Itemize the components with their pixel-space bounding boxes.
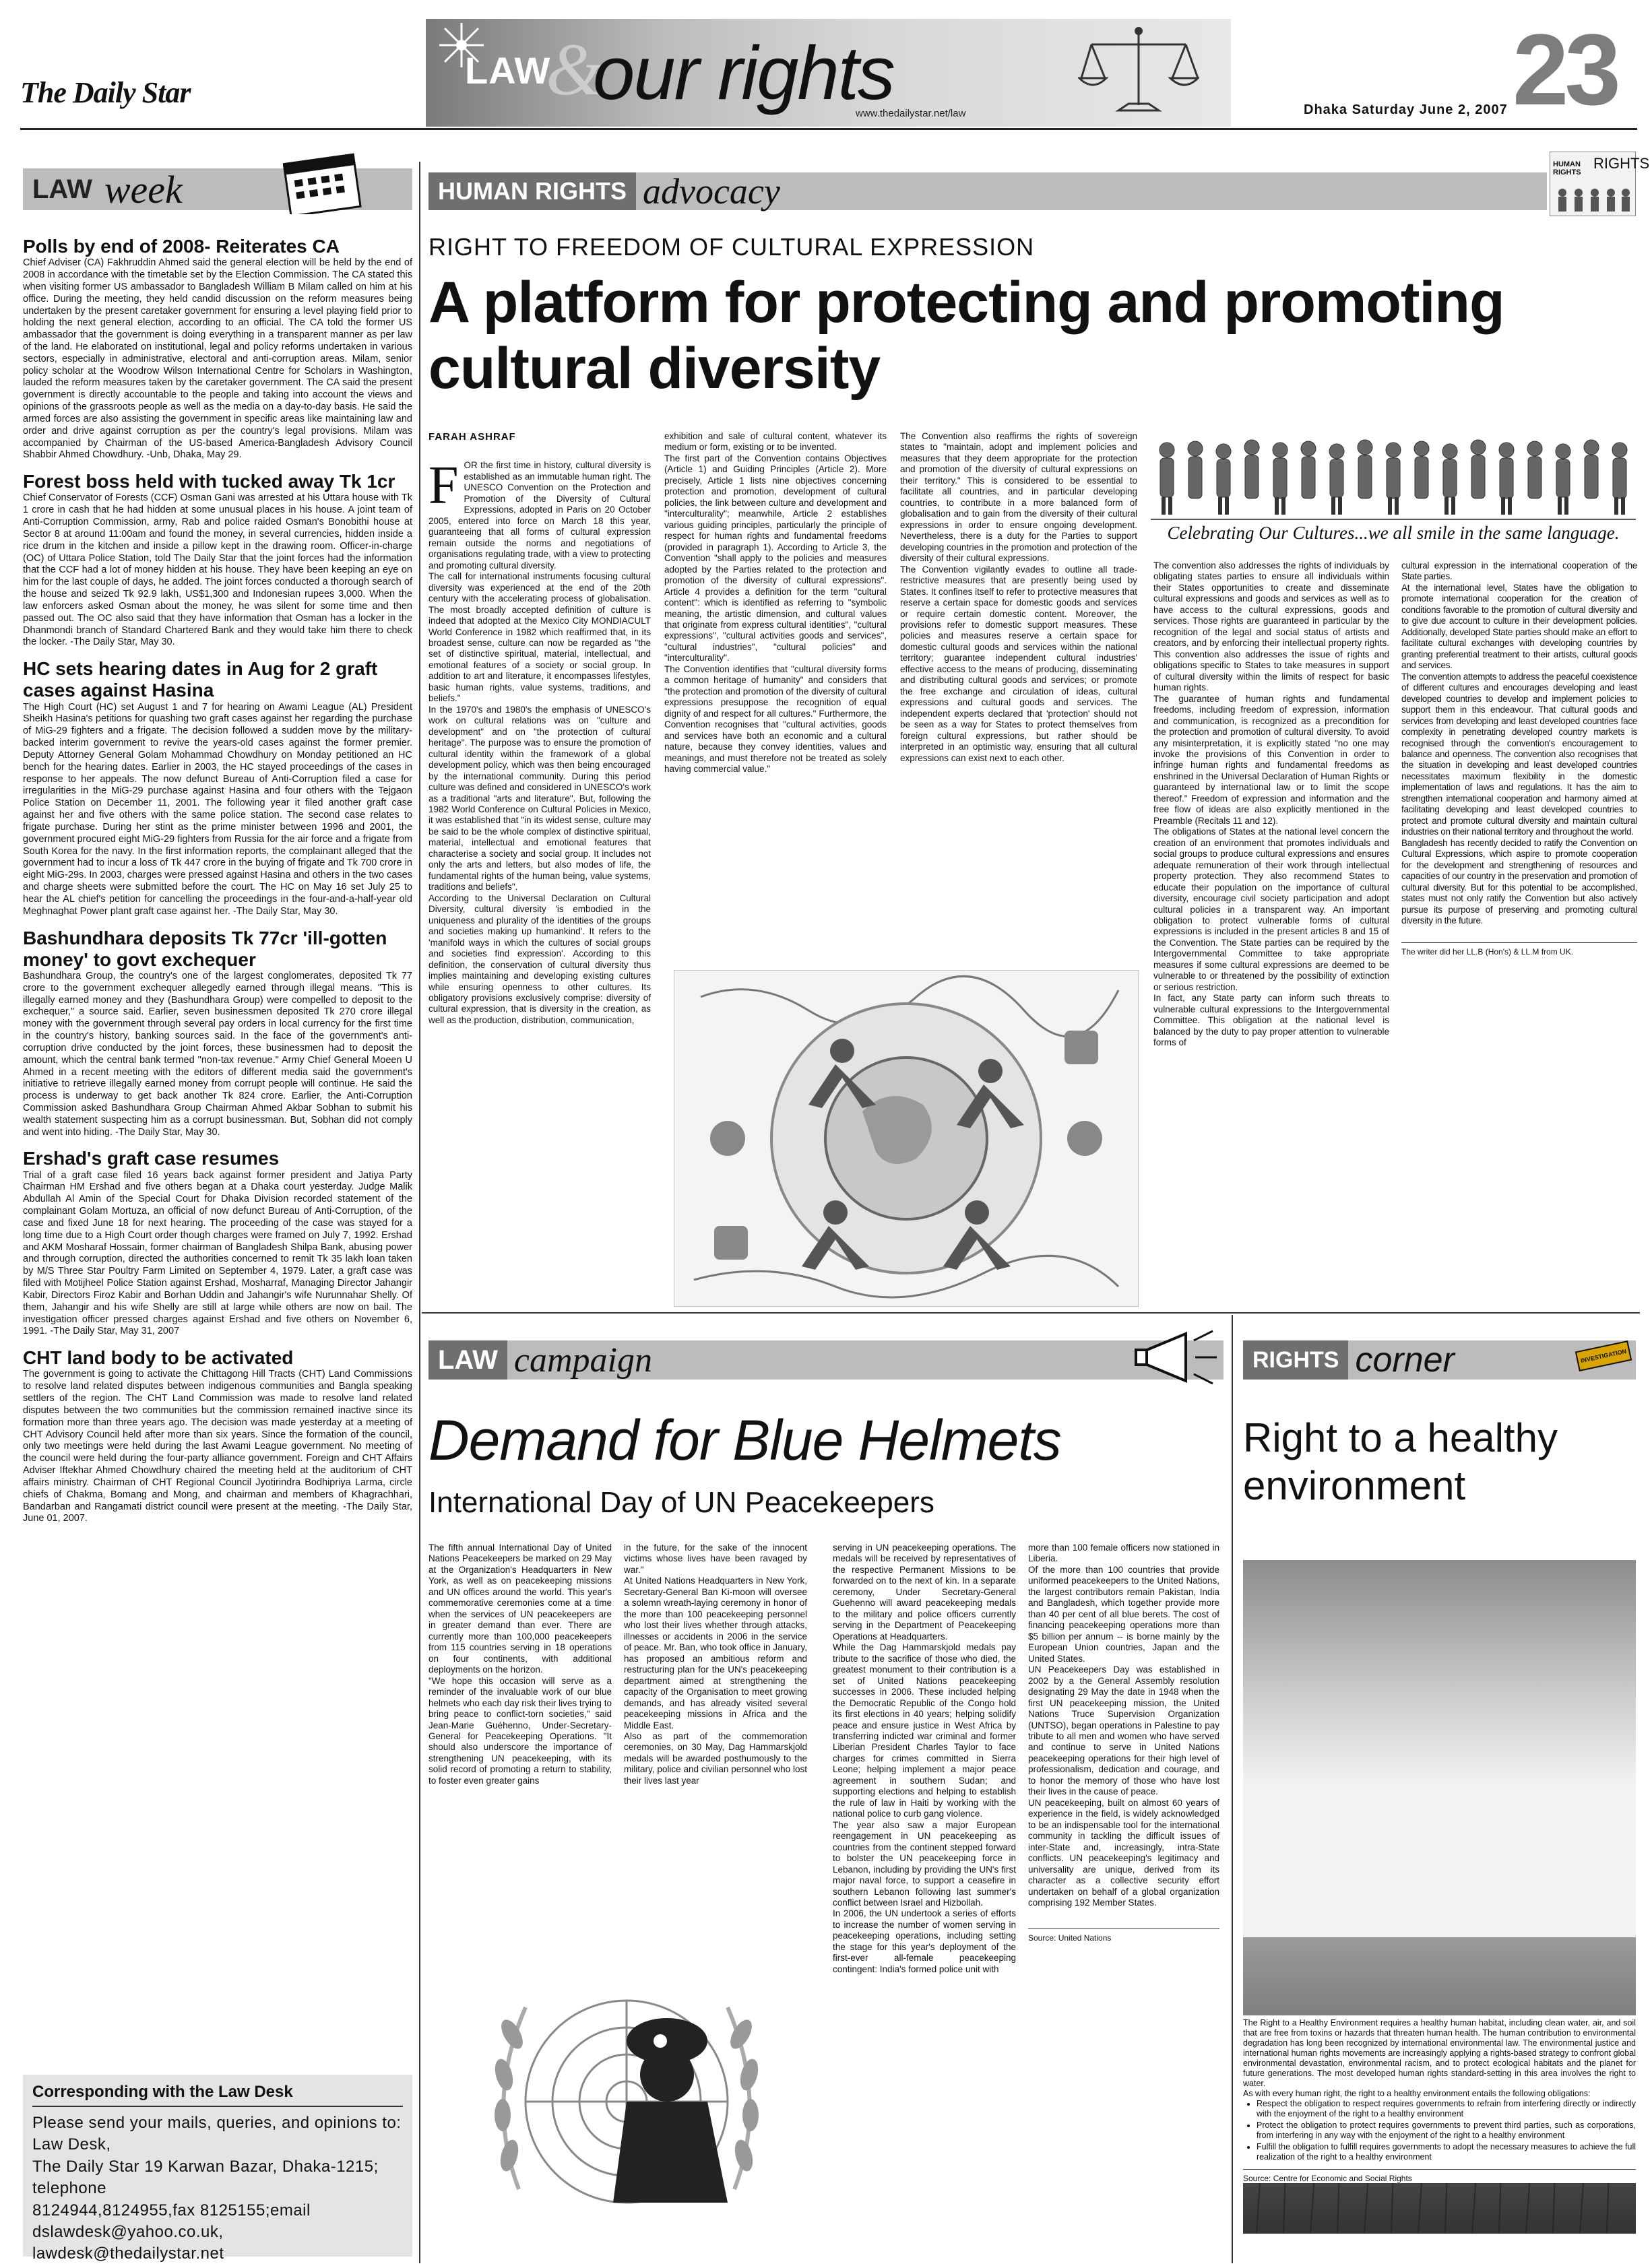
banner-title: our rights — [593, 31, 894, 115]
campaign-column-2: in the future, for the sake of the innocent victims whose lives have been ravaged by war." At United Nations Headquarters in New York, Secretary-General Ban Ki-moon will oversee a solemn wreath-laying ceremony in honor of the more than 100 peacekeeping personnel who lost their lives whether through attacks, illnesses or accidents in 2006 in the service of peace. Mr. Ban, who took office in January, has proposed an ambitious reform and restructuring plan for the UN's peacekeeping department aimed at strengthening the capacity of the Organisation to meet growing demands, and has already visited several peacekeeping missions in Africa and the Middle East. Also as part of the commemoration ceremonies, on 30 May, Dag Hammarskjold medals will be awarded posthumously to the military, police and civilian personnel who lost their lives last year — [624, 1543, 807, 1786]
investigation-badge: INVESTIGATION — [1575, 1340, 1632, 1371]
newspaper-logo: The Daily Star — [20, 76, 191, 109]
obligation-item: • Respect the obligation to respect requires governments to refrain from interfering directly or indirectly with the enjoyment of the right to a healthy environment — [1257, 2099, 1636, 2119]
law-campaign-word: campaign — [513, 1340, 652, 1380]
article-byline: FARAH ASHRAF — [428, 431, 516, 443]
human-rights-word-box — [636, 172, 1547, 210]
law-desk-title: Corresponding with the Law Desk — [32, 2083, 403, 2107]
obligation-item: • Fulfill the obligation to fulfill requires governments to adopt the necessary measures to achieve the full realization of the right to a healthy environment — [1257, 2142, 1636, 2162]
law-desk-email[interactable]: dslawdesk@yahoo.co.uk, lawdesk@thedailystar.net — [32, 2222, 224, 2263]
campaign-column-1: The fifth annual International Day of United Nations Peacekeepers be marked on 29 May at the Organization's Headquarters in New York, as well as on peacekeeping missions and UN offices around the world. This year's commemorative ceremonies come at a time when the services of UN peacekeepers are in greater demand than ever. There are currently more than 100,000 peacekeepers from 115 countries serving in 18 operations on four continents, with additional deployments on the horizon. "We hope this occasion will serve as a reminder of the invaluable work of our blue helmets who each day risk their lives trying to bring peace to conflict-torn societies," said Jean-Marie Guéhenno, Under-Secretary-General for Peacekeeping Operations. "It should also underscore the importance of strengthening UN peacekeeping, with its solid record of promoting a return to stability, to foster even greater gains — [428, 1543, 612, 1786]
human-rights-key: HUMAN RIGHTS — [428, 172, 636, 210]
campaign-source: Source: United Nations — [1028, 1929, 1219, 1943]
campaign-headline: Demand for Blue Helmets — [428, 1408, 1061, 1472]
writer-note: The writer did her LL.B (Hon's) & LL.M from UK. — [1401, 942, 1637, 957]
human-rights-word: advocacy — [642, 171, 780, 212]
column-divider — [1232, 1315, 1233, 2263]
masthead-rule — [20, 128, 1637, 130]
law-week-key: LAW — [23, 168, 102, 210]
article-column-5-wrap — [1401, 560, 1637, 957]
law-week-column — [23, 236, 412, 1525]
law-week-item-title: HC sets hearing dates in Aug for 2 graft cases against Hasina — [23, 658, 378, 701]
law-week-item-body: The government is going to activate the Chittagong Hill Tracts (CHT) Land Commissions to resolve land related disputes between indigenous communities and Bangla speaking settlers of the region. The CHT Land Commission was made to resolve land related disputes between the two communities but the commission remained inactive since its formation more than three years ago. The decision was made yesterday at a meeting of CHT Advisory Council held after more than six years. Since the formation of the council, only two meetings were held during the last Awami League government. No meeting of the council were held during the four-party alliance government. Foreign and CHT Affairs Adviser Iftekhar Ahmed Chowdhury chaired the meeting held at the auditorium of CHT affairs ministry. Chairman of CHT Regional Council Jyotirindra Bodhipriya Larma, circle chiefs of Chakma, Bomang and Mong, and chairman and members of Khagrachhari, Bandarban and Rangamati district council were present at the meeting. -The Daily Star, June 01, 2007. — [23, 1369, 412, 1524]
law-week-word-box — [102, 168, 412, 210]
campaign-column-4: more than 100 female officers now stationed in Liberia. Of the more than 100 countries that provide uniformed peacekeepers to the United Nations, the largest contributors remain Pakistan, India and Bangladesh, which together provide more than 40 per cent of all blue berets. The cost of financing peacekeeping operations more than $5 billion per annum -- is borne mainly by the European Union countries, Japan and the United States. UN Peacekeepers Day was established in 2002 by a the General Assembly resolution designating 29 May the date in 1948 when the first UN peacekeeping mission, the United Nations Truce Supervision Organization (UNTSO), began operations in Palestine to pay tribute to all men and women who have served and continue to serve in United Nations peacekeeping operations for their high level of professionalism, dedication and courage, and to honor the memory of those who have lost their lives in the cause of peace. UN peacekeeping, built on almost 60 years of experience in the field, is widely acknowledged to be an indispensable tool for the international community in tackling the difficult issues of inter-State and, increasingly, intra-State conflicts. UN peacekeeping's legitimacy and universality are unique, derived from its character as a collective security effort undertaken on behalf of a global organization comprising 192 Member States. — [1028, 1543, 1219, 1908]
obligations-list — [1257, 2099, 1636, 2162]
rights-corner-word: corner — [1355, 1340, 1455, 1380]
rights-corner-body-wrap — [1243, 2015, 1636, 2183]
issue-date: Dhaka Saturday June 2, 2007 — [1304, 102, 1508, 117]
law-week-item-body: Bashundhara Group, the country's one of the largest conglomerates, deposited Tk 77 crore to the government exchequer allegedly earned through illegal means. "This is illegally earned money and they (Bashundhara Group) were compelled to deposit to the exchequer," a source said. Earlier, seven businessmen deposited Tk 270 crore illegal money with the government through several pay orders in local currency for the first time in the country's history, banking sources said. In the face of the government's anti-corruption drive conducted by the joint forces, these businessmen had to deposit the amount, which the central bank termed "non-tax revenue." Army Chief General Moeen U Ahmed in a recent meeting with the editors of different media said the government's initiative to retrieve illegally earned money from corrupt people will continue. He said the process is underway to get back another Tk 824 crore. Earlier, the Anti-Corruption Commission asked Bashundhara Group Chairman Ahmed Akbar Sobhan to submit his wealth statement suspecting him as a corrupt businessman. But, Sobhan did not comply and went into hiding. -The Daily Star, May 30. — [23, 970, 412, 1138]
campaign-column-3: serving in UN peacekeeping operations. The medals will be received by representatives of the respective Permanent Missions to be forwarded on to the next of kin. In a separate ceremony, Under Secretary-General Guehenno will award peacekeeping medals to the military and police officers currently serving in the Department of Peacekeeping Operations at Headquarters. While the Dag Hammarskjold medals pay tribute to the sacrifice of those who died, the greatest monument to their contribution is a set of United Nations peacekeeping successes in 2006. These included helping the Democratic Republic of the Congo hold its first elections in 40 years; helping solidify peace and ensure justice in West Africa by transferring indicted war criminal and former Liberian President Charles Taylor to face charges for crimes committed in Sierra Leone; helping implement a major peace agreement in southern Sudan; and supporting elections and helping to establish the rule of law in Haiti by working with the national police to curb gang violence. The year also saw a major European reengagement in UN peacekeeping as countries from the continent stepped forward to bolster the UN peacekeeping force in Lebanon, including by providing the UN's first major naval force, to support a ceasefire in southern Lebanon following last summer's conflict between Israel and Hizbollah. In 2006, the UN undertook a series of efforts to increase the number of women serving in peacekeeping operations, including setting the stage for this year's deployment of the first-ever all-female peacekeeping contingent: India's formed police unit with — [833, 1543, 1016, 1974]
section-divider — [422, 1312, 1640, 1314]
law-campaign-word-box — [507, 1340, 1224, 1380]
article-column-5: cultural expression in the international cooperation of the State parties. At the international level, States have the obligation to promote international cooperation for the creation of conditions favorable to the promotion of cultural diversity and to give due account to culture in their development policies. Additionally, developed State parties should make an effort to facilitate cultural exchanges with developing countries by granting preferential treatment to their artists, cultural goods and services. The convention attempts to address the peaceful coexistence of different cultures and encourages developing and least developed countries to develop and implement policies to support them in this endeavour. That cultural goods and services from developing and least developed countries face complexity in penetrating developed country markets is recognised through the convention's encouragement to balance and openness. The convention also recognises that the situation in developing and least developed countries necessitates maximum flexibility in the domestic implementation of laws and regulations. It has the aim to strengthen international cooperation and harmony aimed at facilitating developing and least developed countries to protect and promote cultural diversity and maintain cultural industries on their national territory and throughout the world. Bangladesh has recently decided to ratify the Convention on Cultural Expressions, which aspire to promote cooperation for the development and strengthening of resources and capacities of our country in the preservation and promotion of cultural diversity. But for this potential to be accomplished, states must not only ratify the Convention but also actively pursue its purpose of preserving and promoting cultural diversity in the future. — [1401, 560, 1637, 926]
law-desk-line: The Daily Star 19 Karwan Bazar, Dhaka-1215; telephone — [32, 2157, 379, 2198]
article-column-4: The convention also addresses the rights of individuals by obligating states parties to ensure all individuals within their States opportunities to create and disseminate cultural expressions and goods and services as well as to have access to the cultural expressions, goods and services. Those rights are guaranteed in particular by the recognition of the legal and social status of artists and creators, and by enforcing their intellectual property rights. This convention also addresses the issue of rights and obligations specific to States to take measures in support of cultural diversity within the limits of respect for basic human rights. The guarantee of human rights and fundamental freedoms, including freedom of expression, information and communication, is recognized as a precondition for the protection and promotion of cultural diversity. To avoid any misinterpretation, it is explicitly stated "no one may invoke the provisions of this Convention in order to infringe human rights and fundamental freedoms as enshrined in the Universal Declaration of Human Rights or guaranteed by international law or to limit the scope thereof." Freedom of expression and information and the free flow of ideas are also explicitly mentioned in the Preamble (Recitals 11 and 12). The obligations of States at the national level concern the creation of an environment that promotes individuals and social groups to produce cultural expressions and ensures adequate remuneration of their work through intellectual property protection. They also recommend States to educate their population on the importance of cultural diversity, encourage civil society participation and adopt cultural policies in a transparent way. An important obligation to protect vulnerable forms of cultural expressions is included in the present articles 8 and 15 of the Convention. The State parties can be required by the Intergovernmental Committee to take appropriate measures if some cultural expressions are deemed to be vulnerable to or threatened by the possibility of extinction or serious restriction. In fact, any State party can inform such threats to vulnerable cultural expressions to the Intergovernmental Committee. This obligation at the national level is balanced by the duty to pay proper attention to vulnerable forms of — [1153, 560, 1389, 1048]
article-kicker: RIGHT TO FREEDOM OF CULTURAL EXPRESSION — [428, 233, 1035, 261]
rights-corner-headline: Right to a healthy environment — [1243, 1415, 1558, 1508]
law-week-item-title: Polls by end of 2008- Reiterates CA — [23, 236, 340, 257]
law-week-item-body: The High Court (HC) set August 1 and 7 for hearing on Awami League (AL) President Sheikh Hasina's petitions for quashing two graft cases against her regarding the purchase of MiG-29 fighters and a frigate. The decision followed a sudden move by the military-backed interim government to revive the years-old cases against the former premier. Deputy Attorney General Golam Mohammad Chowdhury on Monday petitioned an HC bench for the hearing dates. Earlier in 2003, the HC stayed proceedings of the cases in response to her appeals. The now defunct Bureau of Anti-Corruption filed a case for irregularities in the MiG-29 purchase against Hasina and four others with the Tejgaon Police Station on December 11, 2001. The following year it filed another graft case against her and five others with the same police station. The second case relates to frigate purchase. During her stint as the prime minister between 1996 and 2001, the government procured eight MiG-29 fighters from Russia for the air force and a frigate from South Korea for the navy. In the first information reports, the complainant alleged that the government had to incur a loss of Tk 447 crore in the buying of frigate and Tk 700 crore in eight MiG-29s. In 2003, charges were pressed against Hasina and others in the two cases and charge sheets were submitted before the court. The HC on May 16 set July 25 to hear the AL chief's petition for cancelling the proceedings in the four-and-a-half-year old Meghnaghat Power plant graft case against her. -The Daily Star, May 30. — [23, 701, 412, 917]
article-column-1 — [428, 431, 651, 1026]
law-week-item-title: CHT land body to be activated — [23, 1347, 294, 1369]
law-week-item-body: Chief Conservator of Forests (CCF) Osman Gani was arrested at his Uttara house with Tk 1 crore in cash that he had hidden at some unusual places in his house. A joint team of Anti-Corruption Commission, army, Rab and police raided Osman's Bonobithi house at Sector 8 at around 11:00am and found the money, in several currencies, hidden inside a rice drum in the kitchen and inside a pillow kept in the drawing room. Officer-in-charge (OC) of Uttara Police Station, told The Daily Star that the joint forces had the information that the CCF had a lot of money hidden at his house. They have been keeping an eye on him for the last couple of days, he added. The joint forces conducted a thorough search of the house and seized Tk 92.9 lakh, US$1,300 and Indonesian rupees 3,000. When the law enforcers asked Osman about the money, he was silent for some time and then passed out. The OC also said that they have information that Osman has a locker in the Dhanmondi branch of Standard Chartered Bank and they would take him there to check the locker. -The Daily Star, May 30. — [23, 492, 412, 648]
human-rights-logo-label: HUMAN RIGHTS — [1553, 160, 1581, 177]
article-column-1-text: OR the first time in history, cultural diversity is established as an immutable human right. The UNESCO Convention on the Protection and Promotion of the Diversity of Cultural Expressions, adopted in Paris on 20 October 2005, entered into force on March 18 this year, guaranteeing that all forms of cultural expression remain outside the norms and negotiations of organisations regulating trade, with a view to protecting and promoting cultural diversity. The call for international instruments focusing cultural diversity was experienced at the end of the 20th century with the accelerating process of globalisation. The most broadly accepted definition of culture is indeed that adopted at the Mexico City MONDIACULT World Conference in 1982 which reaffirmed that, in its broadest sense, culture can now be regarded as "the set of distinctive spiritual, material, intellectual, and emotional features of a society or social group. In addition to art and literature, it encompasses lifestyles, basic human rights, value systems, traditions, and beliefs." In the 1970's and 1980's the emphasis of UNESCO's work on cultural relations was on "culture and development" and on "the protection of cultural heritage". The purpose was to ensure the promotion of cultural identity within the framework of a global development policy, which was then being encouraged by the international community. During this period culture was defined and considered in UNESCO's work as a traditional "arts and literature". But, following the 1982 World Conference on Cultural Policies in Mexico, it was established that "in its widest sense, culture may be said to be the whole complex of distinctive spiritual, material, intellectual and emotional features that characterise a society and social group. It includes not only the arts and letters, but also modes of life, the fundamental rights of the human being, value systems, traditions and beliefs". According to the Universal Declaration on Cultural Diversity, cultural diversity 'is embodied in the uniqueness and plurality of the identities of the groups and societies making up humankind'. It refers to the 'manifold ways in which the cultures of social groups and societies find expression'. According to this definition, the conservation of cultural diversity thus implies maintaining and developing existing cultures while ensuring openness to other cultures. Its obligatory provisions exclusively comprise: diversity of cultural expression, that is diversity in the creation, as well as the production, distribution, communication, — [428, 460, 651, 1025]
rights-corner-source: Source: Centre for Economic and Social Rights — [1243, 2169, 1636, 2183]
cultural-diversity-illustration — [674, 970, 1139, 1307]
megaphone-icon — [1132, 1320, 1219, 1394]
banner-ampersand: & — [546, 28, 604, 110]
photo-caption: Celebrating Our Cultures...we all smile in the same language. — [1151, 519, 1636, 546]
human-rights-logo — [1550, 152, 1650, 216]
section-url[interactable]: www.thedailystar.net/law — [856, 108, 966, 119]
obligation-item: • Protect the obligation to protect requires governments to prevent third parties, such as corporations, from interfering in any way with the enjoyment of the right to a healthy environment — [1257, 2120, 1636, 2141]
law-campaign-header — [428, 1340, 1224, 1380]
cultures-photo — [1151, 431, 1636, 519]
article-column-text — [428, 449, 651, 1026]
banner-law-label: LAW — [465, 49, 551, 92]
drop-cap: F — [428, 456, 459, 516]
human-rights-header — [428, 172, 1547, 210]
law-campaign-key: LAW — [428, 1340, 507, 1380]
law-desk-line: Please send your mails, queries, and opinions to: Law Desk, — [32, 2114, 402, 2154]
law-week-item-body: Trial of a graft case filed 16 years back against former president and Jatiya Party Chairman HM Ershad and five others began at a Dhaka court yesterday. Judge Malik Abdullah Al Amin of the Special Court for Dhaka Division recorded statement of the complainant Golam Mortuza, an official of now defunct Bureau of Anti-Corruption, of the case and fixed June 18 for next hearing. The proceeding of the case was stayed for a long time due to a High Court order though charges were framed on July 7, 1992. Ershad and AKM Mosharaf Hossain, former chairman of Bangladesh Shilpa Bank, abusing power and through corruption, directed the authorities concerned to remit Tk 35 lakh loan taken by M/S Three Star Poultry Farm Limited on September 4, 1979. Later, a graft case was filed with Motijheel Police Station against Ershad, Mosharraf, Managing Director Jahangir Kabir, Directors Firoz Kabir and Borhan Uddin and Jahangir's wife Nurunnahar Shelly. Of them, Jahangir and his wife Shelly are still at large while others are now on bail. The investigation officer pressed charges against Ershad and five others on November 6, 1991. -The Daily Star, May 31, 2007 — [23, 1169, 412, 1337]
campaign-column-4-wrap — [1028, 1543, 1219, 1943]
rights-logo-label: RIGHTS — [1593, 155, 1650, 172]
scales-of-justice-icon — [1078, 24, 1199, 119]
law-desk-box — [23, 2075, 412, 2263]
people-group-icon — [1554, 186, 1632, 214]
article-column-2: exhibition and sale of cultural content, whatever its medium or form, existing or to be invented. The first part of the Convention contains Objectives (Article 1) and Guiding Principles (Article 2). More precisely, Article 1 lists nine objectives concerning protection and promotion, development of cultural policies, the link between culture and development and "interculturality"; meanwhile, Article 2 establishes various guiding principles, particularly the principle of respect for human rights and fundamental freedoms (provided in paragraph 1). According to Article 3, the Convention "shall apply to the policies and measures adopted by the Parties related to the protection and promotion of the diversity of cultural expressions". Article 4 provides a definition for the term "cultural content": which is identified as referring to "symbolic meaning, the artistic dimension, and cultural values that originate from express cultural identities", "cultural expressions", "cultural activities goods and services", "cultural industries", "cultural policies" and "interculturality". The Convention identifies that "cultural diversity forms a common heritage of humanity" and considers that "the protection and promotion of the diversity of cultural expressions presuppose the recognition of equal dignity of and respect for all cultures." Furthermore, the Convention recognises that "cultural activities, goods and services have both an economic and a cultural nature, because they convey identities, values and meanings, and must therefore not be treated as solely having commercial value." — [664, 431, 887, 775]
article-headline: A platform for protecting and promoting cultural diversity — [428, 270, 1504, 401]
campaign-subhead: International Day of UN Peacekeepers — [428, 1486, 934, 1519]
article-column-3: The Convention also reaffirms the rights of sovereign states to "maintain, adopt and implement policies and measures that they deem appropriate for the protection and promotion of the diversity of cultural expressions on their territory." This is considered to be essential to facilitate all countries, and in particular developing countries, to contribute in a more balanced form of globalisation and to gain from the diversity of their cultural expressions in order to ensure ongoing development. Nevertheless, there is a duty for the Parties to support developing countries in the promotion and protection of the diversity of their cultural expressions. The Convention vigilantly evades to outline all trade-restrictive measures that are presently being used by States. It confines itself to refer to protective measures that reserve a certain space for domestic goods and services or require certain domestic content. Moreover, the provisions refer to domestic support measures. These policies and measures reserve a certain space for domestic cultural goods and services within the national territory; guarantee independent cultural industries' effective access to the means of producing, disseminating and distributing cultural goods and services; or promote the free exchange and circulation of ideas, cultural expressions and cultural goods and services. The independent experts declared that 'protection' should not be seen as a way for States to protect themselves from foreign cultural expressions, but rather should be interpreted in an optimistic way, ensuring that all cultural expressions can exist next to each other. — [900, 431, 1137, 763]
law-week-item-title: Ershad's graft case resumes — [23, 1148, 280, 1169]
rights-corner-key: RIGHTS — [1243, 1340, 1348, 1380]
law-week-word: week — [104, 167, 183, 212]
page-number: 23 — [1513, 13, 1617, 126]
law-week-item-title: Forest boss held with tucked away Tk 1cr — [23, 471, 395, 492]
column-divider — [419, 162, 420, 2263]
rights-corner-body: The Right to a Healthy Environment requires a healthy human habitat, including clean water, air, and soil that are free from toxins or hazards that threaten human health. The human contribution to environmental degradation has long been recognized by international environmental law. The environmental justice and international human rights movements are increasingly applying a rights-based strategy to confront global environmental devastation, environmental racism, and to protect ecological habitats and the planet for future generations. The most developed human rights standard-setting in this area involves the right to water. As with every human right, the right to a healthy environment entails the following obligations: — [1243, 2018, 1636, 2098]
calendar-icon — [283, 150, 364, 214]
law-week-item-title: Bashundhara deposits Tk 77cr 'ill-gotten money' to govt exchequer — [23, 927, 387, 970]
law-desk-line: 8124944,8124955,fax 8125155;email — [32, 2201, 311, 2220]
law-week-item-body: Chief Adviser (CA) Fakhruddin Ahmed said the general election will be held by the end of 2008 in accordance with the timetable set by the Election Commission. The CA stated this when visiting former US ambassador to Bangladesh William B Milam called on him at his office. During the meeting, they held candid discussion on the reform measures being undertaken by the present caretaker government for ensuring a level playing field prior to holding the next general election, according to an official. The CA told the former US ambassador that the government is doing everything in a transparent manner as per law of the land. He elaborated on institutional, legal and policy reforms undertaken in various sectors, especially in administrative, electoral and anti-corruption areas. Milam, senior policy scholar at the Woodrow Wilson International Centre for Scholars in Washington, lauded the reform measures taken by the caretaker government. The CA said the present government is directly accountable to the people and taking into account the views and opinions of the grassroots people as well as the media on a day-to-day basis. He said the armed forces are also assisting the government in specific areas like maintaining law and order and drive against corruption as per the country's legal provisions. Milam was accompanied by Chairman of the US-based America-Bangladesh Advisory Council Shabbir Ahmed Chowdhury. -Unb, Dhaka, May 29. — [23, 257, 412, 461]
un-emblem-illustration — [445, 1933, 808, 2257]
